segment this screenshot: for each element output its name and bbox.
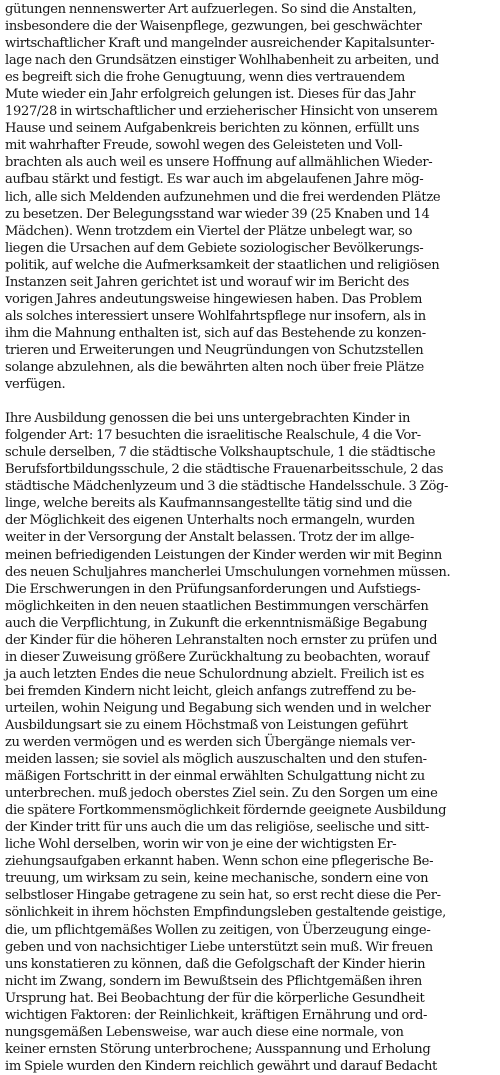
text-line: Hause und seinem Aufgabenkreis berichten zu können, erfüllt uns — [5, 121, 420, 137]
text-line: die, um pflichtgemäßes Wollen zu zeitigen, von Überzeugung einge- — [5, 922, 431, 938]
text-line: bei fremden Kindern nicht leicht, gleich anfangs zutreffend zu be- — [5, 683, 416, 699]
text-line: aufbau stärkt und festigt. Es war auch im abgelaufenen Jahre mög- — [5, 172, 424, 188]
text-line: auch die Verpflichtung, in Zukunft die erkenntnismäßige Begabung — [5, 615, 428, 631]
text-line: mäßigen Fortschritt in der einmal erwählten Schulgattung nicht zu — [5, 769, 425, 785]
text-line: des neuen Schuljahres mancherlei Umschulungen vornehmen müssen. — [5, 564, 451, 580]
text-line: der Möglichkeit des eigenen Unterhalts noch ermangeln, wurden — [5, 513, 415, 529]
text-line: möglichkeiten in den neuen staatlichen Bestimmungen verschärfen — [5, 598, 429, 614]
paragraph-children-education — [5, 410, 493, 1075]
text-line: Die Erschwerungen in den Prüfungsanforderungen und Aufstiegs- — [5, 581, 421, 597]
text-line: zu werden vermögen und es werden sich Übergänge niemals ver- — [5, 735, 416, 751]
text-line: politik, auf welche die Aufmerksamkeit der staatlichen und religiösen — [5, 257, 440, 273]
text-line: die spätere Fortkommensmöglichkeit fördernde geeignete Ausbildung — [5, 803, 447, 819]
text-line: selbstloser Hingabe getragene zu sein hat, so erst recht diese die Per- — [5, 888, 441, 904]
text-line: insbesondere die der Waisenpflege, gezwungen, bei geschwächter — [5, 19, 422, 35]
text-line: zu besetzen. Der Belegungsstand war wieder 39 (25 Knaben und 14 — [5, 206, 430, 222]
text-line: brachten als auch weil es unsere Hoffnung auf allmählichen Wieder- — [5, 155, 433, 171]
text-line: Berufsfortbildungsschule, 2 die städtische Frauenarbeitsschule, 2 das — [5, 462, 444, 478]
text-line: ja auch letzten Endes die neue Schulordnung abzielt. Freilich ist es — [5, 666, 425, 682]
text-line: Mute wieder ein Jahr erfolgreich gelungen ist. Dieses für das Jahr — [5, 87, 416, 103]
text-line: gütungen nennenswerter Art aufzuerlegen. So sind die Anstalten, — [5, 2, 417, 17]
text-line: treuung, um wirksam zu sein, keine mechanische, sondern eine von — [5, 871, 429, 887]
text-line: urteilen, wohin Neigung und Begabung sich wenden und in welcher — [5, 700, 431, 716]
text-line: weiter in der Versorgung der Anstalt belassen. Trotz der im allge- — [5, 530, 414, 546]
text-line: linge, welche bereits als Kaufmannsangestellte tätig sind und die — [5, 496, 412, 512]
text-line: keiner ernsten Störung unterbrochene; Ausspannung und Erholung — [5, 1041, 431, 1057]
text-line: Mädchen). Wenn trotzdem ein Viertel der Plätze unbelegt war, so — [5, 223, 413, 239]
text-line: trieren und Erweiterungen und Neugründungen von Schutzstellen — [5, 342, 424, 358]
text-line: der Kinder tritt für uns auch die um das religiöse, seelische und sitt- — [5, 820, 429, 836]
text-line: lich, alle sich Meldenden aufzunehmen und die frei werdenden Plätze — [5, 189, 441, 205]
text-line: Ursprung hat. Bei Beobachtung der für die körperliche Gesundheit — [5, 990, 425, 1006]
text-line: wirtschaftlicher Kraft und mangelnder ausreichender Kapitalsunter- — [5, 36, 435, 52]
text-line: ziehungsaufgaben erkannt haben. Wenn schon eine pflegerische Be- — [5, 854, 434, 870]
text-line: nicht im Zwang, sondern im Bewußtsein des Pflichtgemäßen ihren — [5, 973, 422, 989]
text-line: im Spiele wurden den Kindern reichlich gewährt und darauf Bedacht — [5, 1058, 437, 1074]
text-line: vorigen Jahres andeutungsweise hingewiesen haben. Das Problem — [5, 291, 423, 307]
text-line: verfügen. — [5, 377, 66, 393]
text-line: liegen die Ursachen auf dem Gebiete soziologischer Bevölkerungs- — [5, 240, 424, 256]
text-line: liche Wohl derselben, worin wir von je eine der wichtigsten Er- — [5, 837, 397, 853]
text-line: folgender Art: 17 besuchten die israelitische Realschule, 4 die Vor- — [5, 428, 421, 444]
text-line: Instanzen seit Jahren gerichtet ist und worauf wir im Bericht des — [5, 274, 410, 290]
text-line: lage nach den Grundsätzen einstiger Wohlhabenheit zu arbeiten, und — [5, 53, 439, 69]
text-line: unterbrechen. muß jedoch oberstes Ziel sein. Zu den Sorgen um eine — [5, 786, 438, 802]
text-line: uns konstatieren zu können, daß die Gefolgschaft der Kinder hierin — [5, 956, 426, 972]
text-line: als solches interessiert unsere Wohlfahrtspflege nur insofern, als in — [5, 308, 426, 324]
text-line: meiden lassen; sie soviel als möglich auszuschalten und den stufen- — [5, 752, 427, 768]
text-line: mit wahrhafter Freude, sowohl wegen des Geleisteten und Voll- — [5, 138, 403, 154]
paragraph-spacer — [5, 393, 493, 410]
text-line: Ausbildungsart sie zu einem Höchstmaß von Leistungen geführt — [5, 717, 408, 733]
text-line: meinen befriedigenden Leistungen der Kinder werden wir mit Beginn — [5, 547, 442, 563]
text-line: solange abzulehnen, als die bewährten alten noch über freie Plätze — [5, 359, 424, 375]
text-line: ihm die Mahnung enthalten ist, sich auf das Bestehende zu konzen- — [5, 325, 426, 341]
text-line: wichtigen Faktoren: der Reinlichkeit, kräftigen Ernährung und ord- — [5, 1007, 428, 1023]
text-line: Ihre Ausbildung genossen die bei uns untergebrachten Kinder in — [5, 411, 411, 427]
text-line: schule derselben, 7 die städtische Volkshauptschule, 1 die städtische — [5, 445, 436, 461]
text-line: sönlichkeit in ihrem höchsten Empfindungsleben gestaltende geistige, — [5, 905, 446, 921]
text-line: in dieser Zuweisung größere Zurückhaltung zu beobachten, worauf — [5, 649, 429, 665]
text-line: 1927/28 in wirtschaftlicher und erzieherischer Hinsicht von unserem — [5, 104, 438, 120]
text-line: der Kinder für die höheren Lehranstalten noch ernster zu prüfen und — [5, 632, 438, 648]
text-line: nungsgemäßen Lebensweise, war auch diese eine normale, von — [5, 1024, 404, 1040]
text-line: geben und von nachsichtiger Liebe unterstützt sein muß. Wir freuen — [5, 939, 433, 955]
paragraph-orphanage-finances — [5, 1, 493, 393]
text-line: es begreift sich die frohe Genugtuung, wenn dies vertrauendem — [5, 70, 405, 86]
text-line: städtische Mädchenlyzeum und 3 die städtische Handelsschule. 3 Zög- — [5, 479, 449, 495]
